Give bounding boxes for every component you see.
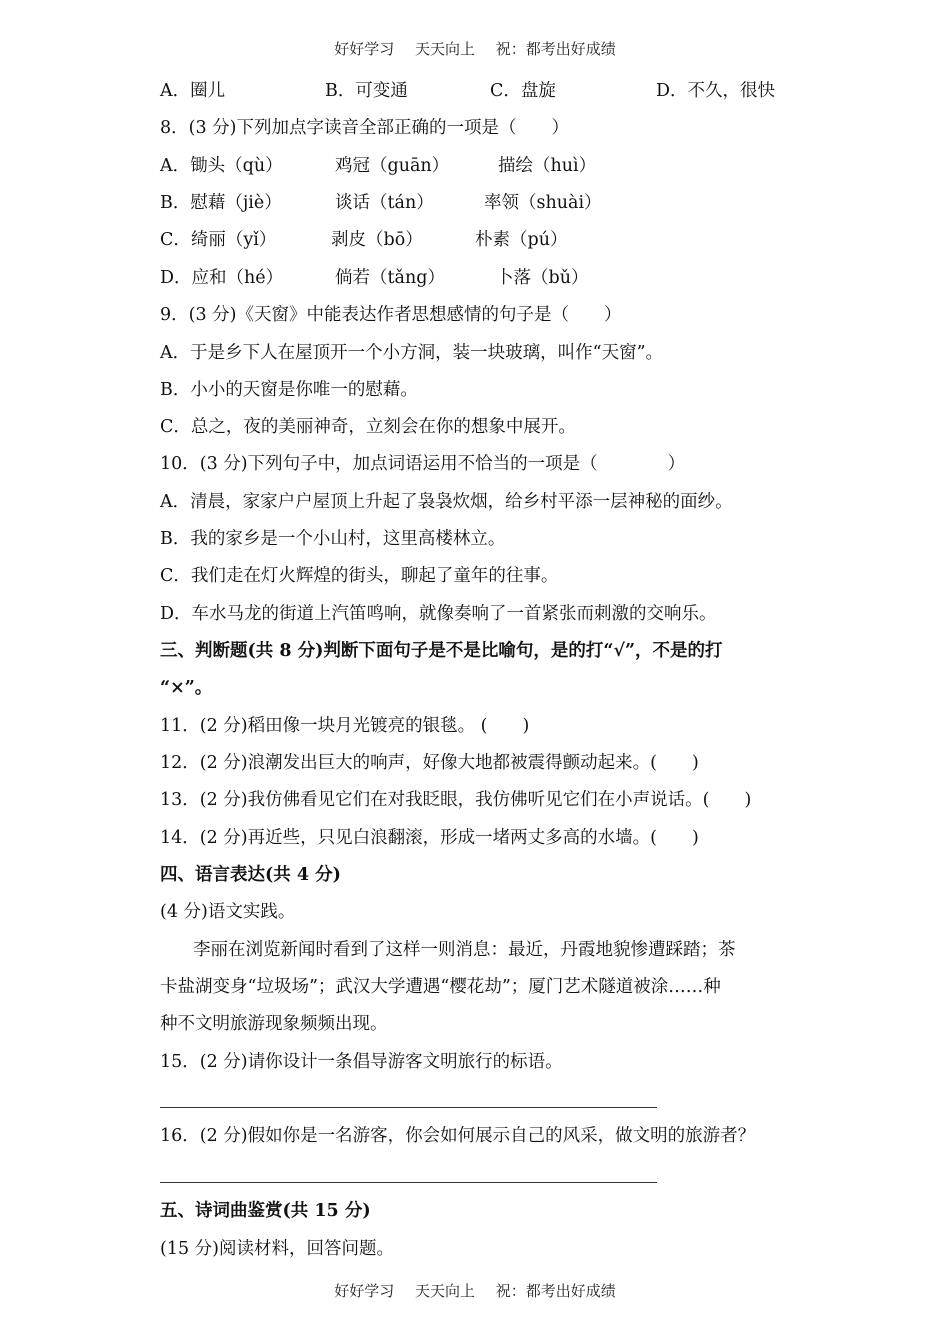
q8-d-3: 卜落（bǔ） bbox=[496, 268, 589, 288]
q10-option-d: D．车水马龙的街道上汽笛鸣响，就像奏响了一首紧张而刺激的交响乐。 bbox=[160, 604, 717, 624]
q16-answer-line[interactable] bbox=[160, 1182, 657, 1183]
q10-stem: 10．(3 分)下列句子中，加点词语运用不恰当的一项是（ ） bbox=[160, 454, 686, 474]
q8-b-2: 谈话（tán） bbox=[335, 193, 434, 213]
q8-stem: 8．(3 分)下列加点字读音全部正确的一项是（ ） bbox=[160, 118, 569, 138]
q8-a-3: 描绘（huì） bbox=[498, 156, 597, 176]
q7-option-b: B．可变通 bbox=[325, 81, 408, 101]
q8-a-2: 鸡冠（guān） bbox=[335, 156, 450, 176]
q8-c-3: 朴素（pú） bbox=[475, 230, 568, 250]
passage-line-3: 种不文明旅游现象频频出现。 bbox=[160, 1014, 388, 1034]
section3-title: 三、判断题(共 8 分)判断下面句子是不是比喻句，是的打“√”，不是的打 bbox=[160, 641, 723, 661]
passage-line-2: 卡盐湖变身“垃圾场”；武汉大学遭遇“樱花劫”；厦门艺术隧道被涂……种 bbox=[160, 977, 721, 997]
q16: 16．(2 分)假如你是一名游客，你会如何展示自己的风采，做文明的旅游者？ bbox=[160, 1126, 756, 1146]
q9-stem: 9．(3 分)《天窗》中能表达作者思想感情的句子是（ ） bbox=[160, 305, 622, 325]
q8-c-1: C．绮丽（yǐ） bbox=[160, 230, 277, 250]
q15-answer-line[interactable] bbox=[160, 1107, 657, 1108]
q8-a-1: A．锄头（qù） bbox=[160, 156, 283, 176]
footer-motto-3: 祝：都考出好成绩 bbox=[495, 1282, 616, 1300]
q8-b-3: 率领（shuài） bbox=[484, 193, 602, 213]
section3-title-cont: “×”。 bbox=[160, 678, 213, 698]
footer-motto-2: 天天向上 bbox=[414, 1282, 475, 1300]
q7-option-c: C．盘旋 bbox=[490, 81, 556, 101]
q8-c-2: 剥皮（bō） bbox=[331, 230, 423, 250]
q13: 13．(2 分)我仿佛看见它们在对我眨眼，我仿佛听见它们在小声说话。( ) bbox=[160, 790, 752, 810]
section4-intro: (4 分)语文实践。 bbox=[160, 902, 296, 922]
q15: 15．(2 分)请你设计一条倡导游客文明旅行的标语。 bbox=[160, 1052, 563, 1072]
footer-motto-1: 好好学习 bbox=[334, 1282, 395, 1300]
q8-b-1: B．慰藉（jiè） bbox=[160, 193, 282, 213]
q8-d-2: 倘若（tǎng） bbox=[335, 268, 445, 288]
header-motto-3: 祝：都考出好成绩 bbox=[495, 40, 616, 58]
q10-option-b: B．我的家乡是一个小山村，这里高楼林立。 bbox=[160, 529, 506, 549]
q7-option-d: D．不久，很快 bbox=[656, 81, 776, 101]
header-motto-2: 天天向上 bbox=[414, 40, 475, 58]
section4-title: 四、语言表达(共 4 分) bbox=[160, 865, 341, 885]
page-footer bbox=[0, 1280, 950, 1301]
q8-d-1: D．应和（hé） bbox=[160, 268, 284, 288]
page-header bbox=[0, 38, 950, 59]
q12: 12．(2 分)浪潮发出巨大的响声，好像大地都被震得颤动起来。( ) bbox=[160, 753, 699, 773]
q11: 11．(2 分)稻田像一块月光镀亮的银毯。 ( ) bbox=[160, 716, 530, 736]
q7-option-a: A．圈儿 bbox=[160, 81, 226, 101]
section5-intro: (15 分)阅读材料，回答问题。 bbox=[160, 1239, 394, 1259]
q10-option-a: A．清晨，家家户户屋顶上升起了袅袅炊烟，给乡村平添一层神秘的面纱。 bbox=[160, 492, 733, 512]
q10-option-c: C．我们走在灯火辉煌的街头，聊起了童年的往事。 bbox=[160, 566, 559, 586]
header-motto-1: 好好学习 bbox=[334, 40, 395, 58]
q9-option-a: A．于是乡下人在屋顶开一个小方洞，装一块玻璃，叫作“天窗”。 bbox=[160, 343, 664, 363]
q14: 14．(2 分)再近些，只见白浪翻滚，形成一堵两丈多高的水墙。( ) bbox=[160, 828, 699, 848]
passage-line-1: 李丽在浏览新闻时看到了这样一则消息：最近，丹霞地貌惨遭踩踏；茶 bbox=[193, 940, 736, 960]
q9-option-b: B．小小的天窗是你唯一的慰藉。 bbox=[160, 380, 418, 400]
section5-title: 五、诗词曲鉴赏(共 15 分) bbox=[160, 1201, 371, 1221]
q9-option-c: C．总之，夜的美丽神奇，立刻会在你的想象中展开。 bbox=[160, 417, 576, 437]
